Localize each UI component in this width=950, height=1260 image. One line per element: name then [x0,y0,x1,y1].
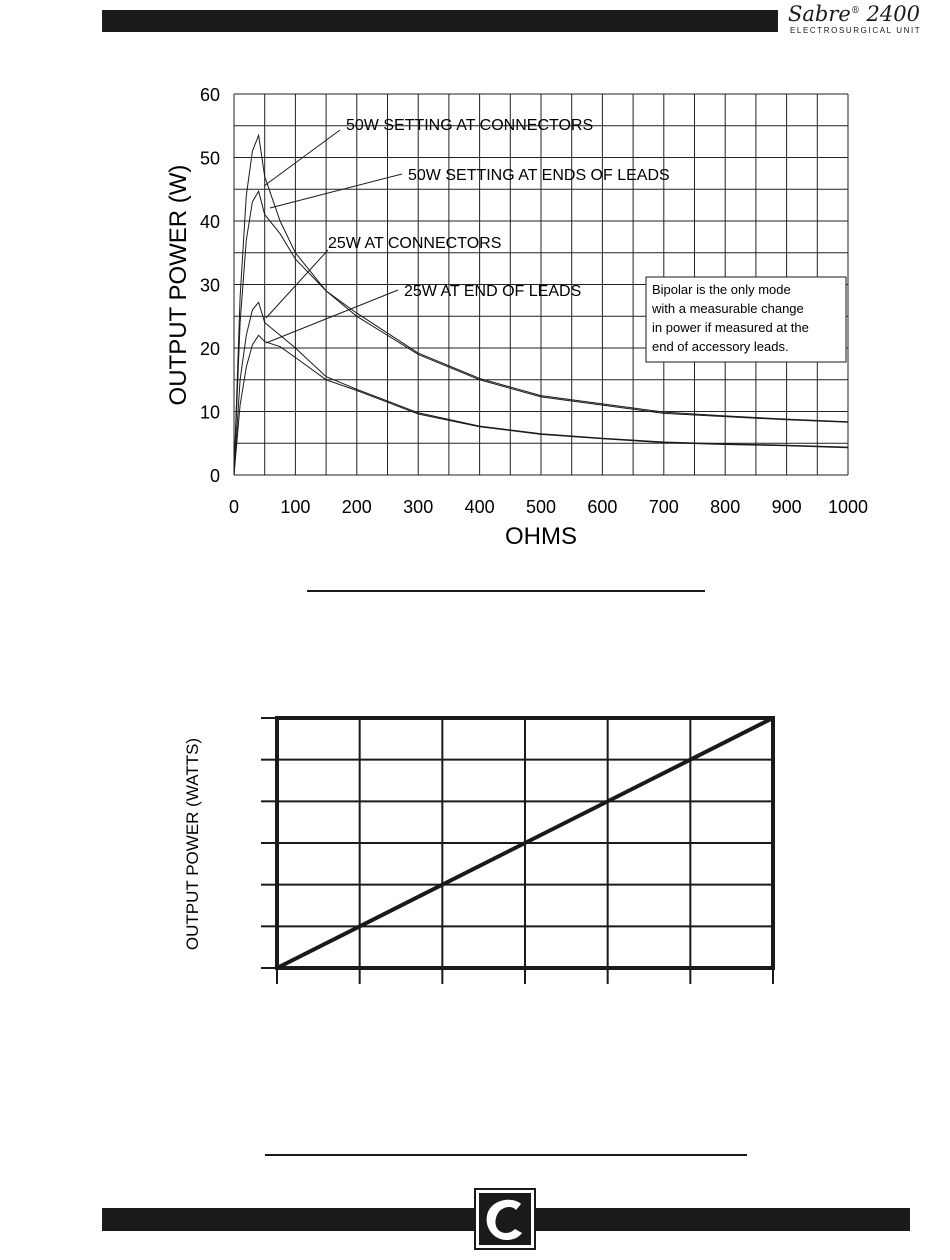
y-tick-label: 20 [199,339,220,359]
x-tick-label: 0 [228,497,240,517]
series-label-50w-leads: 50W SETTING AT ENDS OF LEADS [408,167,670,184]
series-label-50w-connectors: 50W SETTING AT CONNECTORS [346,117,594,134]
y-tick-label: 40 [199,212,220,232]
annotation-line-3: in power if measured at the [652,320,809,335]
series-label-25w-connectors: 25W AT CONNECTORS [328,235,502,252]
x-tick-label: 200 [341,497,372,517]
series-label-25w-leads: 25W AT END OF LEADS [404,283,582,300]
caption-rule-2 [265,1154,747,1156]
brand-subtitle: ELECTROSURGICAL UNIT [790,26,922,35]
x-tick-label: 700 [648,497,679,517]
x-tick-label: 100 [280,497,311,517]
x-axis-label: OHMS [505,523,577,550]
y-tick-label: 60 [199,85,220,105]
power-vs-impedance-chart [0,0,950,600]
x-tick-label: 600 [587,497,618,517]
y-tick-label: 50 [199,148,220,169]
annotation-line-4: end of accessory leads. [652,339,789,354]
x-tick-label: 900 [771,497,802,517]
y-tick-label: 30 [199,275,220,296]
company-logo-icon [474,1188,536,1250]
output-power-linear-chart [0,690,950,1010]
x-tick-label: 500 [525,497,557,517]
y-axis-label-2: OUTPUT POWER (WATTS) [183,737,202,951]
x-tick-label: 300 [403,497,434,517]
annotation-line-2: with a measurable change [652,301,804,316]
y-tick-label: 10 [199,402,220,423]
x-tick-label: 400 [464,497,495,517]
annotation-line-1: Bipolar is the only mode [652,282,791,297]
y-tick-label: 0 [209,466,220,486]
registered-mark: ® [850,6,860,16]
leader-line-50w-leads [270,174,402,208]
y-axis-label: OUTPUT POWER (W) [165,164,192,406]
x-tick-label: 800 [710,497,741,517]
x-tick-label: 1000 [827,497,869,517]
brand-name: Sabre® 2400 [788,2,920,26]
